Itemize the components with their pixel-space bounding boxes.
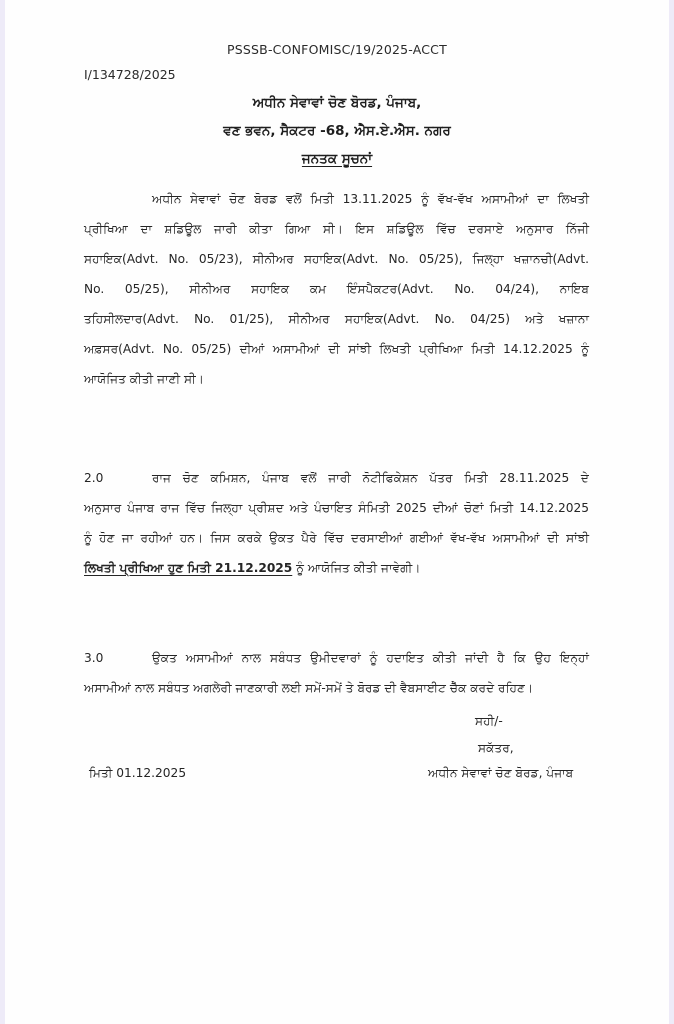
- signature-organization: ਅਧੀਨ ਸੇਵਾਵਾਂ ਚੋਣ ਬੋਰਡ, ਪੰਜਾਬ: [428, 766, 574, 780]
- paragraph-3: [84, 643, 589, 703]
- paragraph-1: [84, 184, 589, 394]
- header-board-name: ਅਧੀਨ ਸੇਵਾਵਾਂ ਚੋਣ ਬੋਰਡ, ਪੰਜਾਬ,: [252, 95, 422, 111]
- paragraph-line: No. 05/25), ਸੀਨੀਅਰ ਸਹਾਇਕ ਕਮ ਇੰਸਪੈਕਟਰ(Advt. No. 04/24), ਨਾਇਬ: [84, 282, 589, 296]
- reference-number-left: I/134728/2025: [84, 67, 176, 82]
- paragraph-line: ਅਧੀਨ ਸੇਵਾਵਾਂ ਚੋਣ ਬੋਰਡ ਵਲੋਂ ਮਿਤੀ 13.11.2025 ਨੂੰ ਵੱਖ-ਵੱਖ ਅਸਾਮੀਆਂ ਦਾ ਲਿਖਤੀ: [152, 192, 589, 206]
- paragraph-line: ਅਫ਼ਸਰ(Advt. No. 05/25) ਦੀਆਂ ਅਸਾਮੀਆਂ ਦੀ ਸਾਂਝੀ ਲਿਖਤੀ ਪ੍ਰੀਖਿਆ ਮਿਤੀ 14.12.2025 ਨੂੰ: [84, 342, 589, 356]
- document-page: [5, 0, 669, 1024]
- paragraph-line: ਪ੍ਰੀਖਿਆ ਦਾ ਸ਼ਡਿਊਲ ਜਾਰੀ ਕੀਤਾ ਗਿਆ ਸੀ। ਇਸ ਸ਼ਡਿਊਲ ਵਿੱਚ ਦਰਸਾਏ ਅਨੁਸਾਰ ਨਿੱਜੀ: [84, 222, 589, 236]
- paragraph-line-text: ਨੂੰ ਆਯੋਜਿਤ ਕੀਤੀ ਜਾਵੇਗੀ।: [292, 561, 421, 575]
- paragraph-line-text: ਉਕਤ ਅਸਾਮੀਆਂ ਨਾਲ ਸਬੰਧਤ ਉਮੀਦਵਾਰਾਂ ਨੂੰ ਹਦਾਇਤ ਕੀਤੀ ਜਾਂਦੀ ਹੈ ਕਿ ਉਹ ਇਨ੍ਹਾਂ: [152, 651, 589, 665]
- paragraph-line: ਤਹਿਸੀਲਦਾਰ(Advt. No. 01/25), ਸੀਨੀਅਰ ਸਹਾਇਕ(Advt. No. 04/25) ਅਤੇ ਖਜ਼ਾਨਾ: [84, 312, 589, 326]
- paragraph-number: 2.0: [84, 471, 104, 485]
- notice-title: ਜਨਤਕ ਸੂਚਨਾਂ: [301, 151, 373, 167]
- paragraph-line-text: ਰਾਜ ਚੋਣ ਕਮਿਸ਼ਨ, ਪੰਜਾਬ ਵਲੋਂ ਜਾਰੀ ਨੋਟੀਫਿਕੇਸ਼ਨ ਪੱਤਰ ਮਿਤੀ 28.11.2025 ਦੇ: [152, 471, 589, 485]
- paragraph-number: 3.0: [84, 651, 104, 665]
- paragraph-line: ਅਨੁਸਾਰ ਪੰਜਾਬ ਰਾਜ ਵਿੱਚ ਜਿਲ੍ਹਾ ਪ੍ਰੀਸ਼ਦ ਅਤੇ ਪੰਚਾਇਤ ਸੰਮਿਤੀ 2025 ਦੀਆਂ ਚੋਣਾਂ ਮਿਤੀ 14.12.2025: [84, 501, 589, 515]
- signature-signed: ਸਹੀ/-: [475, 714, 503, 728]
- highlighted-new-exam-date: ਲਿਖਤੀ ਪ੍ਰੀਖਿਆ ਹੁਣ ਮਿਤੀ 21.12.2025: [84, 561, 293, 575]
- issue-date: ਮਿਤੀ 01.12.2025: [89, 766, 187, 780]
- header-address: ਵਣ ਭਵਨ, ਸੈਕਟਰ -68, ਐਸ.ਏ.ਐਸ. ਨਗਰ: [223, 123, 451, 139]
- paragraph-line-numbered: [84, 463, 589, 493]
- paragraph-2: [84, 463, 589, 583]
- paragraph-line: ਸਹਾਇਕ(Advt. No. 05/23), ਸੀਨੀਅਰ ਸਹਾਇਕ(Advt. No. 05/25), ਜਿਲ੍ਹਾ ਖਜ਼ਾਨਚੀ(Advt.: [84, 252, 589, 266]
- signature-designation: ਸਕੱਤਰ,: [478, 741, 514, 755]
- paragraph-line: [84, 553, 589, 583]
- paragraph-line: ਨੂੰ ਹੋਣ ਜਾ ਰਹੀਆਂ ਹਨ। ਜਿਸ ਕਰਕੇ ਉਕਤ ਪੈਰੇ ਵਿੱਚ ਦਰਸਾਈਆਂ ਗਈਆਂ ਵੱਖ-ਵੱਖ ਅਸਾਮੀਆਂ ਦੀ ਸਾਂਝੀ: [84, 531, 589, 545]
- paragraph-line: ਆਯੋਜਿਤ ਕੀਤੀ ਜਾਣੀ ਸੀ।: [84, 372, 205, 386]
- reference-number-top: PSSSB-CONFOMISC/19/2025-ACCT: [227, 42, 447, 57]
- paragraph-line: ਅਸਾਮੀਆਂ ਨਾਲ ਸਬੰਧਤ ਅਗਲੇਰੀ ਜਾਣਕਾਰੀ ਲਈ ਸਮੇਂ-ਸਮੇਂ ਤੇ ਬੋਰਡ ਦੀ ਵੈਬਸਾਈਟ ਚੈੱਕ ਕਰਦੇ ਰਹਿਣ।: [84, 681, 534, 695]
- paragraph-line-numbered: [84, 643, 589, 673]
